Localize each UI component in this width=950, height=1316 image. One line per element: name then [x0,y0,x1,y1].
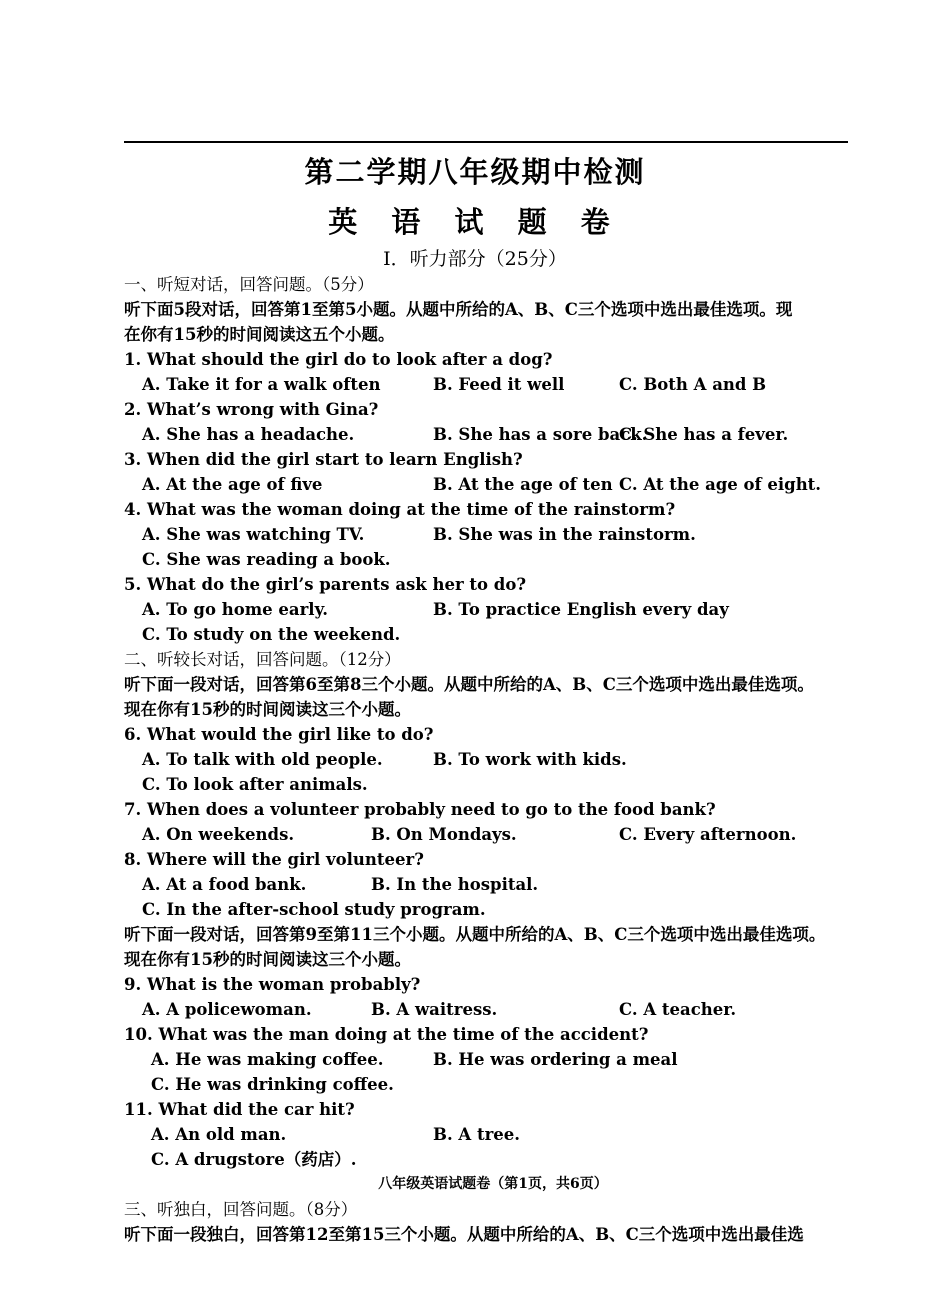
option-b: B. A tree. [433,1125,521,1144]
option-a: A. Take it for a walk often [142,375,381,394]
option-c: C. To study on the weekend. [142,625,401,644]
dialogue-2-instruction-cont: 现在你有15秒的时间阅读这三个小题。 [124,950,411,969]
option-c: C. At the age of eight. [619,475,822,494]
question-5-options-cont [124,622,862,647]
option-c: C. To look after animals. [142,775,368,794]
option-a: A. She has a headache. [142,425,355,444]
question-2-options [124,422,862,447]
top-rule [124,141,848,143]
option-a: A. On weekends. [142,825,295,844]
option-a: A. He was making coffee. [151,1050,384,1069]
question-10: 10. What was the man doing at the time of the accident? [124,1025,649,1044]
part-heading: Ⅰ．听力部分（25分） [383,248,567,270]
option-b: B. A waitress. [371,1000,498,1019]
section-1-instruction: 听下面5段对话，回答第1至第5小题。从题中所给的A、B、C三个选项中选出最佳选项。现 [124,300,793,319]
question-4-options-cont [124,547,862,572]
option-b: B. He was ordering a meal [433,1050,678,1069]
question-10-options-cont [124,1072,862,1097]
option-a: A. She was watching TV. [142,525,365,544]
exam-content [124,272,862,1247]
question-1-options [124,372,862,397]
option-b: B. To work with kids. [433,750,627,769]
question-3: 3. When did the girl start to learn English? [124,450,523,469]
section-3-instruction: 听下面一段独白，回答第12至第15三个小题。从题中所给的A、B、C三个选项中选出最佳选 [124,1225,804,1244]
option-a: A. At the age of five [142,475,323,494]
dialogue-2-instruction: 听下面一段对话，回答第9至第11三个小题。从题中所给的A、B、C三个选项中选出最佳选项。 [124,925,826,944]
option-a: A. At a food bank. [142,875,307,894]
question-10-options [124,1047,862,1072]
question-11: 11. What did the car hit? [124,1100,355,1119]
question-2: 2. What’s wrong with Gina? [124,400,379,419]
option-b: B. She was in the rainstorm. [433,525,696,544]
question-3-options [124,472,862,497]
page-footer: 八年级英语试题卷（第1页，共6页） [378,1176,608,1192]
option-b: B. At the age of ten [433,475,613,494]
option-c: C. In the after-school study program. [142,900,486,919]
question-7-options [124,822,862,847]
option-b: B. On Mondays. [371,825,517,844]
question-4: 4. What was the woman doing at the time of the rainstorm? [124,500,676,519]
exam-title: 第二学期八年级期中检测 [304,155,646,189]
option-b: B. To practice English every day [433,600,729,619]
question-1: 1. What should the girl do to look after a dog? [124,350,553,369]
option-c: C. He was drinking coffee. [151,1075,394,1094]
question-4-options [124,522,862,547]
question-6: 6. What would the girl like to do? [124,725,434,744]
section-1-instruction-cont: 在你有15秒的时间阅读这五个小题。 [124,325,395,344]
question-8-options-cont [124,897,862,922]
question-5-options [124,597,862,622]
question-6-options [124,747,862,772]
section-2-heading: 二、听较长对话，回答问题。（12分） [124,650,401,669]
option-a: A. An old man. [151,1125,287,1144]
option-c: C. Every afternoon. [619,825,797,844]
option-a: A. To talk with old people. [142,750,383,769]
option-b: B. She has a sore back. [433,425,648,444]
option-c: C. She was reading a book. [142,550,391,569]
question-8: 8. Where will the girl volunteer? [124,850,424,869]
question-11-options [124,1122,862,1147]
option-c: C. A drugstore（药店）. [151,1150,357,1169]
question-9-options [124,997,862,1022]
exam-subtitle: 英 语 试 题 卷 [328,205,622,239]
option-c: C. She has a fever. [619,425,789,444]
section-2-instruction: 听下面一段对话，回答第6至第8三个小题。从题中所给的A、B、C三个选项中选出最佳选项。 [124,675,814,694]
option-c: C. Both A and B [619,375,767,394]
question-5: 5. What do the girl’s parents ask her to do? [124,575,526,594]
section-1-heading: 一、听短对话，回答问题。（5分） [124,275,374,294]
question-11-options-cont [124,1147,862,1172]
question-6-options-cont [124,772,862,797]
option-a: A. To go home early. [142,600,329,619]
question-7: 7. When does a volunteer probably need to go to the food bank? [124,800,716,819]
option-b: B. In the hospital. [371,875,539,894]
section-2-instruction-cont: 现在你有15秒的时间阅读这三个小题。 [124,700,411,719]
option-b: B. Feed it well [433,375,565,394]
option-c: C. A teacher. [619,1000,737,1019]
section-3-heading: 三、听独白，回答问题。（8分） [124,1200,358,1219]
question-8-options [124,872,862,897]
question-9: 9. What is the woman probably? [124,975,421,994]
option-a: A. A policewoman. [142,1000,312,1019]
